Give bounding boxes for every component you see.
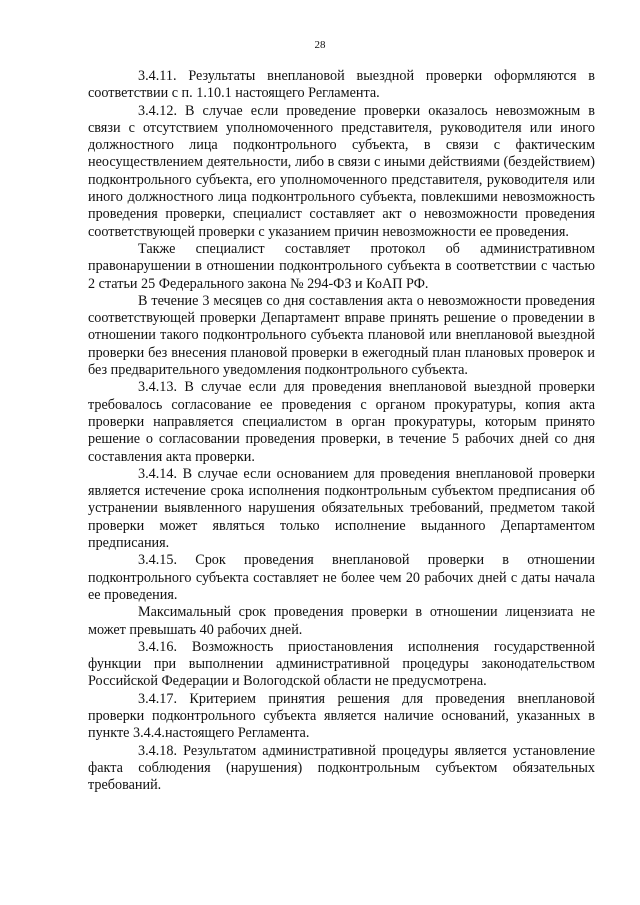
paragraph-3-4-13: 3.4.13. В случае если для проведения внеплановой выездной проверки требовалось согласование ее проведения с органом прокуратуры, копия акта проверки направляется специалистом в орган прокуратуры, которым принято решение о согласовании проведения проверки, в течение 5 рабочих дней со дня составления акта проверки.	[88, 379, 595, 465]
paragraph-3-4-16: 3.4.16. Возможность приостановления исполнения государственной функции при выполнении административной процедуры законодательством Российской Федерации и Вологодской области не предусмотрена.	[88, 638, 595, 690]
paragraph-3-4-11: 3.4.11. Результаты внеплановой выездной проверки оформляются в соответствии с п. 1.10.1 настоящего Регламента.	[88, 68, 595, 102]
paragraph-max-term: Максимальный срок проведения проверки в отношении лицензиата не может превышать 40 рабочих дней.	[88, 604, 595, 638]
page-number: 28	[314, 39, 326, 51]
paragraph-three-months: В течение 3 месяцев со дня составления акта о невозможности проведения соответствующей проверки Департамент вправе принять решение о проведении в отношении такого подконтрольного субъекта плановой или внеплановой выездной проверки без внесения плановой проверки в ежегодный план плановых проверок и без предварительного уведомления подконтрольного субъекта.	[88, 292, 595, 379]
paragraph-3-4-12: 3.4.12. В случае если проведение проверки оказалось невозможным в связи с отсутствием уполномоченного представителя, руководителя или иного должностного лица подконтрольного субъекта, в связи с фактическим неосуществлением деятельности, либо в связи с иными действиями (бездействием) подконтрольного субъекта, его уполномоченного представителя, руководителя или иного должностного лица подконтрольного субъекта, повлекшими невозможность проведения проверки, специалист составляет акт о невозможности проведения соответствующей проверки с указанием причин невозможности ее проведения.	[88, 102, 595, 240]
paragraph-3-4-17: 3.4.17. Критерием принятия решения для проведения внеплановой проверки подконтрольного субъекта является наличие оснований, указанных в пункте 3.4.4.настоящего Регламента.	[88, 690, 595, 742]
paragraph-protocol: Также специалист составляет протокол об административном правонарушении в отношении подконтрольного субъекта в соответствии с частью 2 статьи 25 Федерального закона № 294-ФЗ и КоАП РФ.	[88, 240, 595, 292]
document-body	[88, 68, 595, 794]
paragraph-3-4-15: 3.4.15. Срок проведения внеплановой проверки в отношении подконтрольного субъекта составляет не более чем 20 рабочих дней с даты начала ее проведения.	[88, 552, 595, 603]
paragraph-3-4-14: 3.4.14. В случае если основанием для проведения внеплановой проверки является истечение срока исполнения подконтрольным субъектом предписания об устранении выявленного нарушения обязательных требований, предметом такой проверки может являться только исполнение выданного Департаментом предписания.	[88, 465, 595, 552]
paragraph-3-4-18: 3.4.18. Результатом административной процедуры является установление факта соблюдения (нарушения) подконтрольным субъектом обязательных требований.	[88, 742, 595, 794]
